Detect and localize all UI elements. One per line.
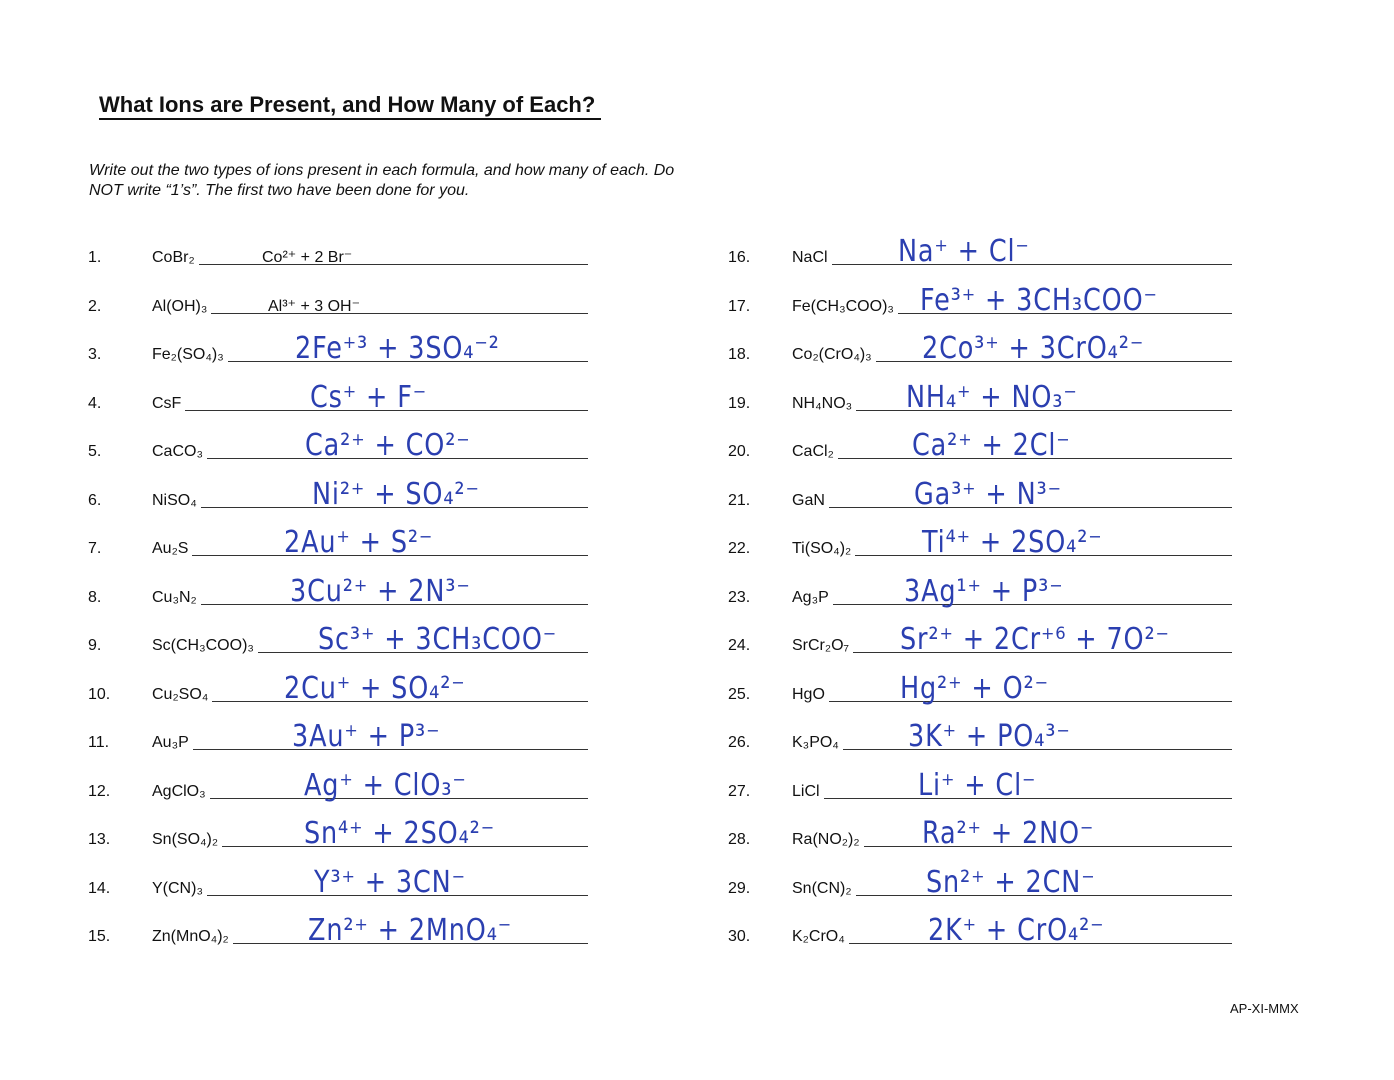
question-row [728,377,1232,417]
chemical-formula: Sc(CH₃COO)₃ [152,637,254,654]
question-row [88,571,588,611]
question-row [88,425,588,465]
question-number: 19. [728,395,751,412]
question-row [728,280,1232,320]
answer-text: 3Ag¹⁺ + P³⁻ [904,574,1064,609]
chemical-formula: Al(OH)₃ [152,298,208,315]
question-row [88,765,588,805]
question-number: 26. [728,734,751,751]
question-number: 23. [728,589,751,606]
worksheet-title: What Ions are Present, and How Many of Each? [99,92,601,120]
question-number: 14. [88,880,111,897]
question-row [88,474,588,514]
question-row [88,377,588,417]
chemical-formula: Fe(CH₃COO)₃ [792,298,894,315]
question-number: 13. [88,831,111,848]
question-row [728,910,1232,950]
question-number: 27. [728,783,751,800]
chemical-formula: K₂CrO₄ [792,928,845,945]
question-row [728,765,1232,805]
chemical-formula: Au₃P [152,734,189,751]
question-row [88,862,588,902]
answer-text: 3Au⁺ + P³⁻ [292,719,441,754]
question-number: 15. [88,928,111,945]
question-number: 5. [88,443,102,460]
question-row [728,862,1232,902]
chemical-formula: Sn(CN)₂ [792,880,852,897]
chemical-formula: Y(CN)₃ [152,880,203,897]
chemical-formula: Ra(NO₂)₂ [792,831,860,848]
question-number: 3. [88,346,102,363]
question-row [728,813,1232,853]
answer-text: 2Cu⁺ + SO₄²⁻ [284,671,466,706]
answer-text: Na⁺ + Cl⁻ [898,234,1030,269]
chemical-formula: Cu₂SO₄ [152,686,209,703]
question-row [728,522,1232,562]
answer-text: Co²⁺ + 2 Br⁻ [262,249,353,266]
question-number: 12. [88,783,111,800]
question-number: 22. [728,540,751,557]
question-number: 16. [728,249,751,266]
chemical-formula: CaCO₃ [152,443,203,460]
question-number: 30. [728,928,751,945]
chemical-formula: CaCl₂ [792,443,834,460]
question-number: 8. [88,589,102,606]
question-number: 25. [728,686,751,703]
question-row [88,280,588,320]
chemical-formula: Co₂(CrO₄)₃ [792,346,872,363]
answer-text: Y³⁺ + 3CN⁻ [314,865,466,900]
question-number: 18. [728,346,751,363]
question-number: 20. [728,443,751,460]
answer-text: 2K⁺ + CrO₄²⁻ [928,913,1105,948]
instructions: Write out the two types of ions present in each formula, and how many of each. Do NOT write “1’s”. The first two have been done for you. [89,162,675,199]
answer-text: Ca²⁺ + CO²⁻ [305,428,471,463]
answer-text: Zn²⁺ + 2MnO₄⁻ [308,913,513,948]
chemical-formula: Sn(SO₄)₂ [152,831,219,848]
answer-text: Hg²⁺ + O²⁻ [900,671,1049,706]
chemical-formula: Ag₃P [792,589,829,606]
answer-text: Ga³⁺ + N³⁻ [914,477,1062,512]
chemical-formula: SrCr₂O₇ [792,637,850,654]
answer-text: Sn²⁺ + 2CN⁻ [926,865,1096,900]
chemical-formula: NaCl [792,249,828,266]
question-row [728,571,1232,611]
question-number: 10. [88,686,111,703]
question-number: 21. [728,492,751,509]
question-number: 6. [88,492,102,509]
answer-line[interactable] [199,264,588,265]
question-row [88,328,588,368]
answer-text: Ni²⁺ + SO₄²⁻ [312,477,480,512]
question-number: 4. [88,395,102,412]
question-number: 17. [728,298,751,315]
chemical-formula: AgClO₃ [152,783,206,800]
answer-text: Sn⁴⁺ + 2SO₄²⁻ [304,816,496,851]
question-number: 2. [88,298,102,315]
question-row [88,668,588,708]
answer-text: Li⁺ + Cl⁻ [918,768,1037,803]
answer-text: 3Cu²⁺ + 2N³⁻ [290,574,471,609]
answer-text: Sc³⁺ + 3CH₃COO⁻ [318,622,558,657]
question-row [728,668,1232,708]
chemical-formula: Au₂S [152,540,189,557]
answer-text: Ti⁴⁺ + 2SO₄²⁻ [922,525,1103,560]
answer-text: Ag⁺ + ClO₃⁻ [304,768,467,803]
question-number: 11. [88,734,110,751]
answer-text: Cs⁺ + F⁻ [310,380,428,415]
question-row [728,231,1232,271]
chemical-formula: GaN [792,492,825,509]
answer-text: Al³⁺ + 3 OH⁻ [268,298,361,315]
chemical-formula: NiSO₄ [152,492,197,509]
question-number: 28. [728,831,751,848]
answer-line[interactable] [832,264,1232,265]
question-row [88,522,588,562]
question-row [728,328,1232,368]
answer-text: 2Fe⁺³ + 3SO₄⁻² [295,331,500,366]
chemical-formula: CsF [152,395,182,412]
chemical-formula: Cu₃N₂ [152,589,197,606]
question-row [88,716,588,756]
question-row [728,619,1232,659]
question-row [728,716,1232,756]
chemical-formula: K₃PO₄ [792,734,839,751]
answer-text: 2Co³⁺ + 3CrO₄²⁻ [922,331,1145,366]
answer-text: Ca²⁺ + 2Cl⁻ [912,428,1071,463]
answer-text: 2Au⁺ + S²⁻ [284,525,434,560]
question-row [88,619,588,659]
chemical-formula: LiCl [792,783,820,800]
answer-text: Sr²⁺ + 2Cr⁺⁶ + 7O²⁻ [900,622,1170,657]
question-row [88,231,588,271]
chemical-formula: NH₄NO₃ [792,395,853,412]
answer-text: 3K⁺ + PO₄³⁻ [908,719,1071,754]
question-number: 9. [88,637,102,654]
chemical-formula: CoBr₂ [152,249,195,266]
footer-code: AP-XI-MMX [1230,1001,1299,1016]
answer-text: Fe³⁺ + 3CH₃COO⁻ [920,283,1158,318]
chemical-formula: Zn(MnO₄)₂ [152,928,229,945]
answer-text: Ra²⁺ + 2NO⁻ [922,816,1095,851]
question-row [88,813,588,853]
question-number: 1. [88,249,102,266]
question-row [728,474,1232,514]
chemical-formula: HgO [792,686,825,703]
question-number: 7. [88,540,102,557]
question-number: 29. [728,880,751,897]
question-row [88,910,588,950]
question-row [728,425,1232,465]
answer-text: NH₄⁺ + NO₃⁻ [906,380,1078,415]
chemical-formula: Ti(SO₄)₂ [792,540,852,557]
question-number: 24. [728,637,751,654]
chemical-formula: Fe₂(SO₄)₃ [152,346,224,363]
